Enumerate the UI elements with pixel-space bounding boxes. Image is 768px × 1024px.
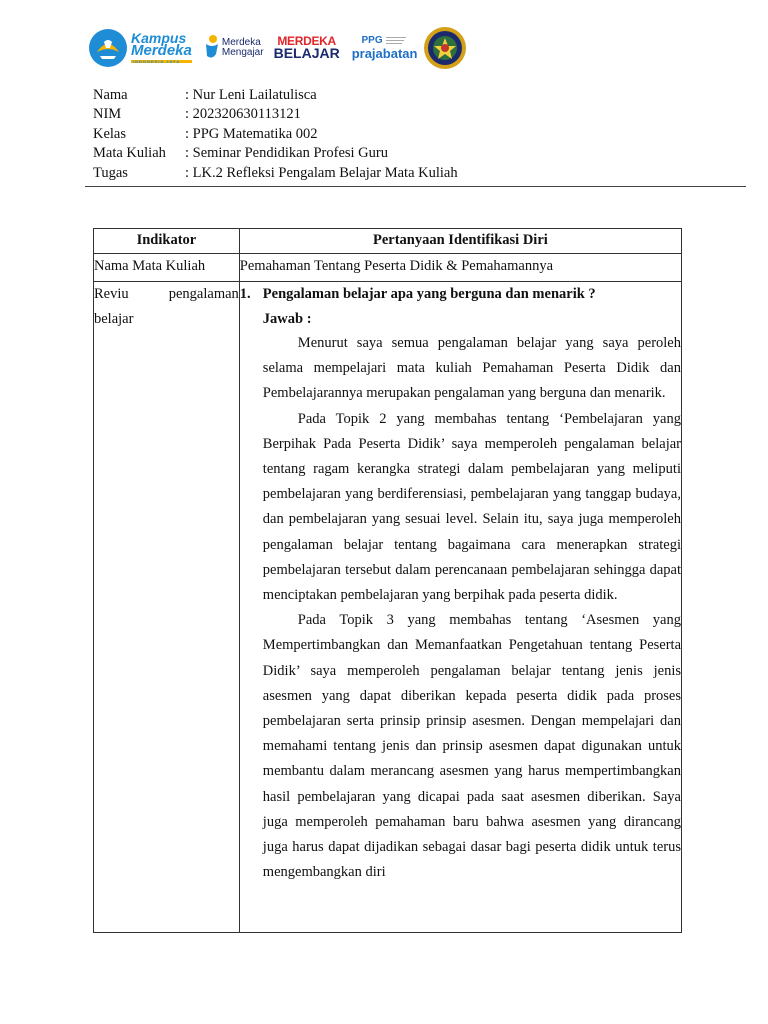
identity-row-nama bbox=[93, 86, 458, 105]
merdeka-belajar-logo bbox=[273, 33, 340, 62]
ppg-text: PPG bbox=[361, 34, 383, 46]
ppg-prajabatan-logo bbox=[352, 36, 418, 61]
answer-label: Jawab : bbox=[262, 310, 312, 327]
merdeka-belajar-text-1: MERDEKA bbox=[277, 33, 336, 48]
kampus-merdeka-logo bbox=[88, 28, 192, 68]
identity-label: Nama bbox=[93, 87, 128, 103]
identity-row-mata-kuliah bbox=[93, 144, 458, 163]
identity-value: : PPG Matematika 002 bbox=[185, 125, 318, 144]
merdeka-mengajar-logo bbox=[204, 34, 264, 62]
kampus-merdeka-tagline: INDONESIA JAYA bbox=[131, 60, 192, 63]
identity-value: : LK.2 Refleksi Pengalam Belajar Mata Kuliah bbox=[185, 164, 458, 183]
header-divider bbox=[85, 186, 746, 187]
identity-label: Tugas bbox=[93, 164, 128, 181]
identity-label: Mata Kuliah bbox=[93, 145, 166, 162]
identity-label: NIM bbox=[93, 106, 122, 123]
merdeka-mengajar-figure-icon bbox=[204, 34, 220, 62]
identity-label: Kelas bbox=[93, 125, 127, 142]
label-word: pengalaman bbox=[168, 286, 239, 302]
question-number: 1. bbox=[239, 286, 251, 302]
table-header-row bbox=[94, 229, 682, 254]
table-cell-content bbox=[239, 282, 681, 933]
kampus-merdeka-text-2: Merdeka bbox=[131, 41, 192, 59]
university-seal-logo bbox=[423, 26, 467, 70]
logo-bar bbox=[88, 26, 467, 70]
reflection-table bbox=[93, 228, 682, 933]
identity-row-nim bbox=[93, 105, 458, 124]
merdeka-mengajar-text-1: Merdeka bbox=[221, 36, 261, 48]
label-word: belajar bbox=[94, 310, 134, 327]
question bbox=[240, 282, 681, 307]
identity-value: : 202320630113121 bbox=[185, 105, 301, 124]
identity-value: : Nur Leni Lailatulisca bbox=[185, 86, 317, 105]
kampus-merdeka-emblem-icon bbox=[88, 28, 128, 68]
table-row bbox=[94, 282, 682, 933]
answer-paragraph: Menurut saya semua pengalaman belajar yang saya peroleh selama mempelajari mata kuliah Pemahaman Peserta Didik dan Pembelajarannya merupakan pengalaman yang berguna dan menarik. bbox=[262, 335, 681, 402]
identity-block bbox=[93, 86, 458, 183]
label-word: Reviu bbox=[94, 286, 129, 302]
kampus-merdeka-text-1: Kampus bbox=[131, 29, 187, 46]
table-row bbox=[94, 254, 682, 282]
answer-paragraph: Pada Topik 3 yang membahas tentang ‘Asesmen yang Mempertimbangkan dan Memanfaatkan Pengetahuan tentang Peserta Didik’ saya memperoleh pengalaman belajar tentang jenis jenis asesmen yang dapat diberikan kepada peserta didik pada proses pembelajaran serta prinsip prinsip asesmen. Dengan mempelajari dan memahami tentang jenis dan prinsip asesmen dapat digunakan untuk membantu dalam merancang asesmen yang harus mempertimbangkan hasil pembelajaran yang dicapai pada saat asesmen diberikan. Saya juga memperoleh pemahaman baru bahwa asesmen yang dirancang juga harus dapat dijadikan sebagai dasar bagi peserta didik untuk terus mengembangkan diri bbox=[262, 612, 681, 881]
merdeka-mengajar-text-2: Mengajar bbox=[221, 47, 264, 58]
table-cell-label: Nama Mata Kuliah bbox=[94, 254, 240, 282]
identity-row-tugas bbox=[93, 164, 458, 183]
prajabatan-text: prajabatan bbox=[351, 45, 418, 61]
identity-row-kelas bbox=[93, 125, 458, 144]
question-text: Pengalaman belajar apa yang berguna dan menarik ? bbox=[262, 286, 596, 302]
merdeka-belajar-text-2: BELAJAR bbox=[273, 45, 340, 62]
table-cell-label bbox=[94, 282, 240, 933]
table-cell-value: Pemahaman Tentang Peserta Didik & Pemahamannya bbox=[239, 254, 681, 282]
answer-paragraph: Pada Topik 2 yang membahas tentang ‘Pembelajaran yang Berpihak Pada Peserta Didik’ saya memperoleh pengalaman belajar tentang ragam kerangka strategi dalam pembelajaran yang meliputi pembelajaran yang berdiferensiasi, pembelajaran yang tanggap budaya, dan pembelajaran yang sesuai level. Selain itu, saya juga memperoleh pengalaman belajar tentang bagaimana cara menerapkan strategi pembelajaran tersebut dalam perencanaan pembelajaran sehingga dapat menciptakan pembelajaran yang berpihak pada peserta didik. bbox=[262, 410, 681, 604]
table-header-indikator: Indikator bbox=[94, 229, 240, 254]
university-seal-icon bbox=[423, 26, 467, 70]
identity-value: : Seminar Pendidikan Profesi Guru bbox=[185, 144, 388, 163]
table-header-pertanyaan: Pertanyaan Identifikasi Diri bbox=[239, 229, 681, 254]
